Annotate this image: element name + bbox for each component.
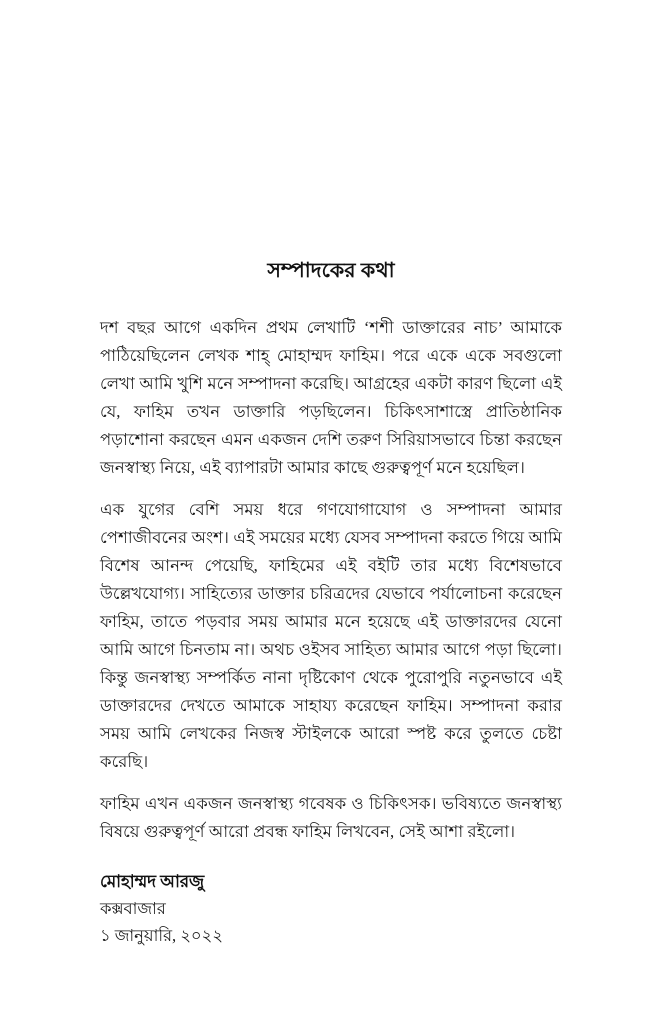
body-paragraph-3: ফাহিম এখন একজন জনস্বাস্থ্য গবেষক ও চিকিৎসক। ভবিষ্যতে জনস্বাস্থ্য বিষয়ে গুরুত্বপূর্ণ আরো প্রবন্ধ ফাহিম লিখবেন, সেই আশা রইলো। xyxy=(100,793,562,841)
signature-block xyxy=(100,868,562,949)
body-paragraph-2: এক যুগের বেশি সময় ধরে গণযোগাযোগ ও সম্পাদনা আমার পেশাজীবনের অংশ। এই সময়ের মধ্যে যেসব সম্পাদনা করতে গিয়ে আমি বিশেষ আনন্দ পেয়েছি, ফাহিমের এই বইটি তার মধ্যে বিশেষভাবে উল্লেখযোগ্য। সাহিত্যের ডাক্তার চরিত্রদের যেভাবে পর্যালোচনা করেছেন ফাহিম, তাতে পড়বার সময় আমার মনে হয়েছে এই ডাক্তারদের যেনো আমি আগে চিনতাম না। অথচ ওইসব সাহিত্য আমার আগে পড়া ছিলো। কিন্তু জনস্বাস্থ্য সম্পর্কিত নানা দৃষ্টিকোণ থেকে পুরোপুরি নতুনভাবে এই ডাক্তারদের দেখতে আমাকে সাহায্য করেছেন ফাহিম। সম্পাদনা করার সময় আমি লেখকের নিজস্ব স্টাইলকে আরো স্পষ্ট করে তুলতে চেষ্টা করেছি। xyxy=(100,499,562,771)
signature-author-name: মোহাম্মদ আরজু xyxy=(100,871,204,891)
signature-place: কক্সবাজার xyxy=(100,898,166,918)
page-title: সম্পাদকের কথা xyxy=(267,260,395,282)
body-paragraph-1: দশ বছর আগে একদিন প্রথম লেখাটি ‘শশী ডাক্তারের নাচ’ আমাকে পাঠিয়েছিলেন লেখক শাহ্ মোহাম্মদ ফাহিম। পরে একে একে সবগুলো লেখা আমি খুশি মনে সম্পাদনা করেছি। আগ্রহের একটা কারণ ছিলো এই যে, ফাহিম তখন ডাক্তারি পড়ছিলেন। চিকিৎসাশাস্ত্রে প্রাতিষ্ঠানিক পড়াশোনা করছেন এমন একজন দেশি তরুণ সিরিয়াসভাবে চিন্তা করছেন জনস্বাস্থ্য নিয়ে, এই ব্যাপারটা আমার কাছে গুরুত্বপূর্ণ মনে হয়েছিল। xyxy=(100,317,562,477)
signature-date: ১ জানুয়ারি, ২০২২ xyxy=(100,925,223,945)
content-column xyxy=(100,258,562,949)
